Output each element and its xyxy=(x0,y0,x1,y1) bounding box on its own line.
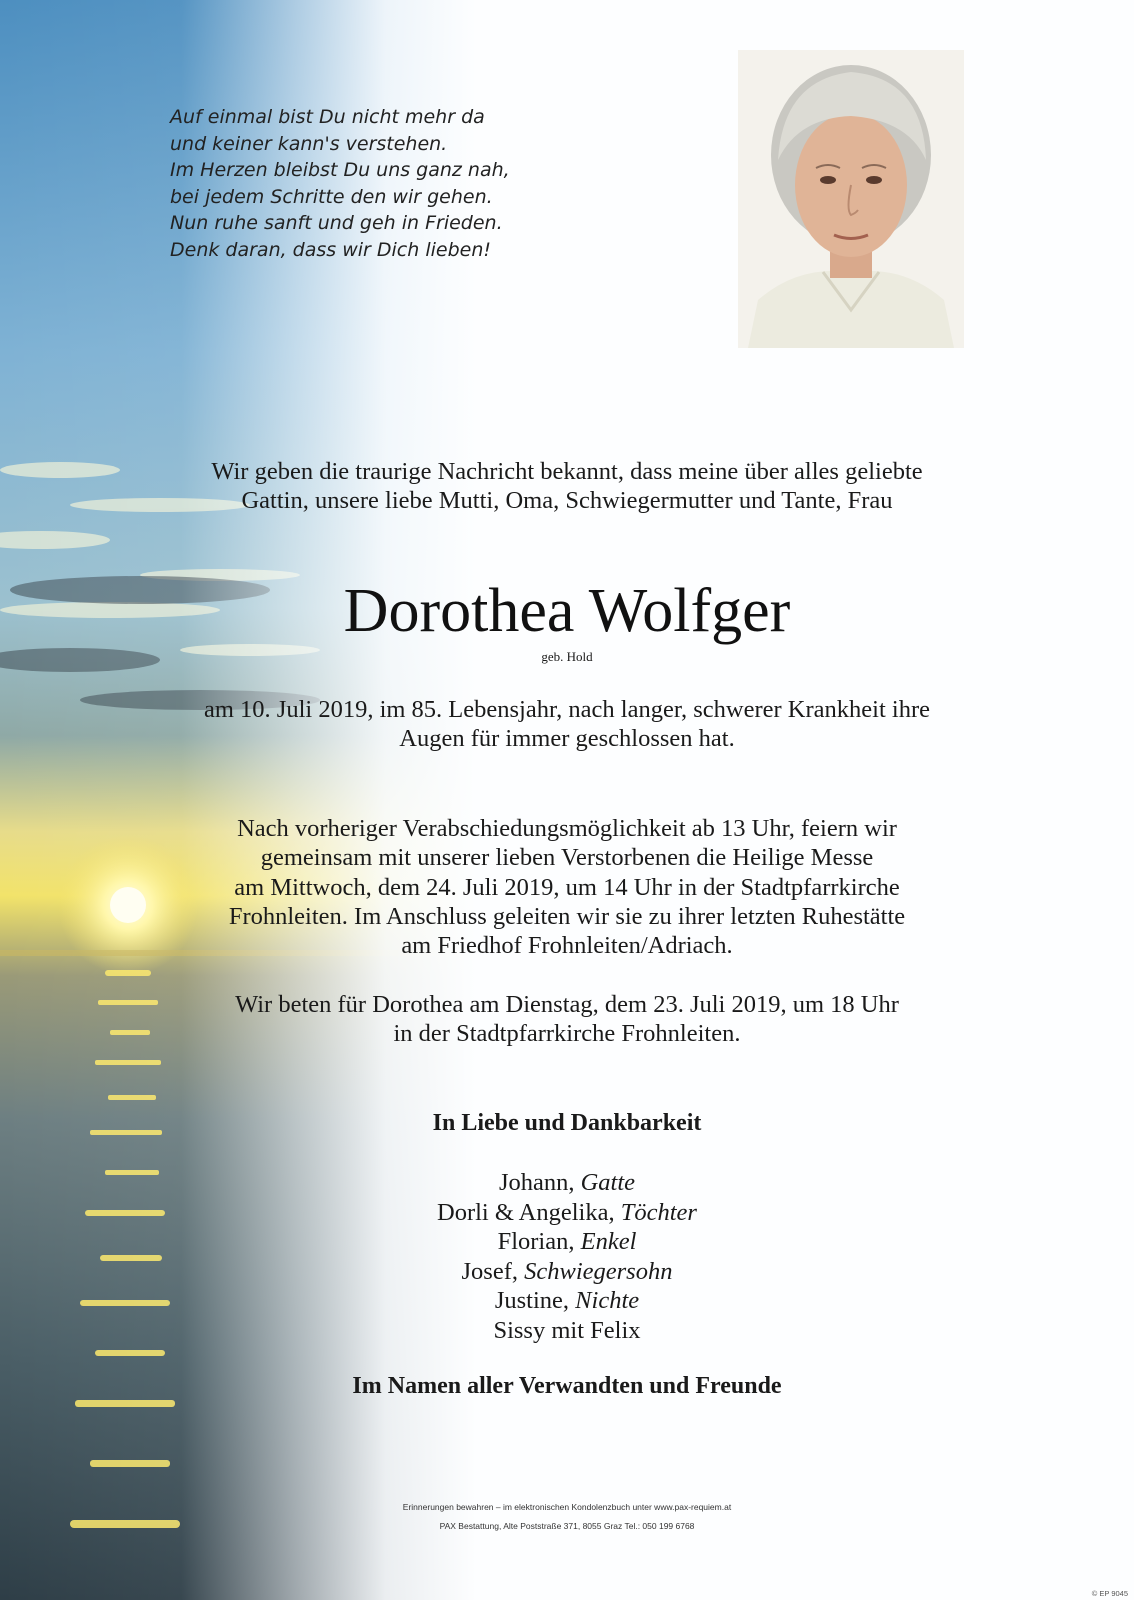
memorial-poem xyxy=(170,104,590,263)
service-line: am Mittwoch, dem 24. Juli 2019, um 14 Uhr in der Stadtpfarrkirche xyxy=(234,873,900,901)
footer-condolence-note: Erinnerungen bewahren – im elektronischen Kondolenzbuch unter www.pax-requiem.at xyxy=(402,1502,732,1512)
service-line: gemeinsam mit unserer lieben Verstorbenen die Heilige Messe xyxy=(260,844,874,872)
family-member xyxy=(0,1316,1134,1346)
footer-funeral-home: PAX Bestattung, Alte Poststraße 371, 8055 Graz Tel.: 050 199 6768 xyxy=(439,1521,695,1531)
member-relation: Nichte xyxy=(575,1287,640,1314)
family-member xyxy=(0,1198,1134,1228)
member-name: Dorli & Angelika, xyxy=(437,1198,621,1226)
member-name: Florian, xyxy=(497,1228,581,1255)
member-name: Josef, xyxy=(461,1257,525,1285)
family-member xyxy=(0,1168,1134,1198)
prayer-line: in der Stadtpfarrkirche Frohnleiten. xyxy=(393,1020,741,1048)
death-line: Augen für immer geschlossen hat. xyxy=(399,725,735,752)
deceased-name: Dorothea Wolfger xyxy=(343,577,791,645)
member-name: Sissy mit Felix xyxy=(493,1316,641,1344)
service-line: am Friedhof Frohnleiten/Adriach. xyxy=(401,932,733,960)
family-member xyxy=(0,1257,1134,1287)
member-relation: Töchter xyxy=(620,1198,697,1226)
member-name: Johann, xyxy=(498,1169,581,1196)
prayer-line: Wir beten für Dorothea am Dienstag, dem 23. Juli 2019, um 18 Uhr xyxy=(235,991,899,1018)
poem-line: und keiner kann's verstehen. xyxy=(170,132,448,155)
poem-line: Denk daran, dass wir Dich lieben! xyxy=(170,238,491,261)
mourners-heading: In Liebe und Dankbarkeit xyxy=(432,1110,702,1136)
family-member xyxy=(0,1286,1134,1316)
service-line: Frohnleiten. Im Anschluss geleiten wir sie zu ihrer letzten Ruhestätte xyxy=(228,902,906,930)
poem-line: Im Herzen bleibst Du uns ganz nah, xyxy=(170,159,510,181)
poem-line: Nun ruhe sanft und geh in Frieden. xyxy=(170,212,503,234)
family-member xyxy=(0,1227,1134,1257)
prayer-details xyxy=(0,990,1134,1049)
portrait-photo xyxy=(738,50,964,348)
family-list xyxy=(0,1168,1134,1345)
intro-line: Wir geben die traurige Nachricht bekannt, dass meine über alles geliebte xyxy=(211,458,923,485)
member-name: Justine, xyxy=(494,1287,576,1314)
funeral-service-details xyxy=(0,814,1134,960)
service-line: Nach vorheriger Verabschiedungsmöglichkeit ab 13 Uhr, feiern wir xyxy=(237,815,897,842)
poem-line: bei jedem Schritte den wir gehen. xyxy=(170,185,493,208)
announcement-intro xyxy=(0,457,1134,515)
member-relation: Gatte xyxy=(580,1169,636,1196)
member-relation: Enkel xyxy=(580,1228,637,1255)
poem-line: Auf einmal bist Du nicht mehr da xyxy=(170,106,485,128)
mourners-closing: Im Namen aller Verwandten und Freunde xyxy=(352,1373,782,1399)
intro-line: Gattin, unsere liebe Mutti, Oma, Schwiegermutter und Tante, Frau xyxy=(241,487,893,514)
death-notice xyxy=(0,695,1134,753)
death-line: am 10. Juli 2019, im 85. Lebensjahr, nach langer, schwerer Krankheit ihre xyxy=(203,696,930,723)
member-relation: Schwiegersohn xyxy=(524,1257,673,1285)
maiden-name: geb. Hold xyxy=(541,649,593,664)
document-code: © EP 9045 xyxy=(1091,1589,1128,1598)
